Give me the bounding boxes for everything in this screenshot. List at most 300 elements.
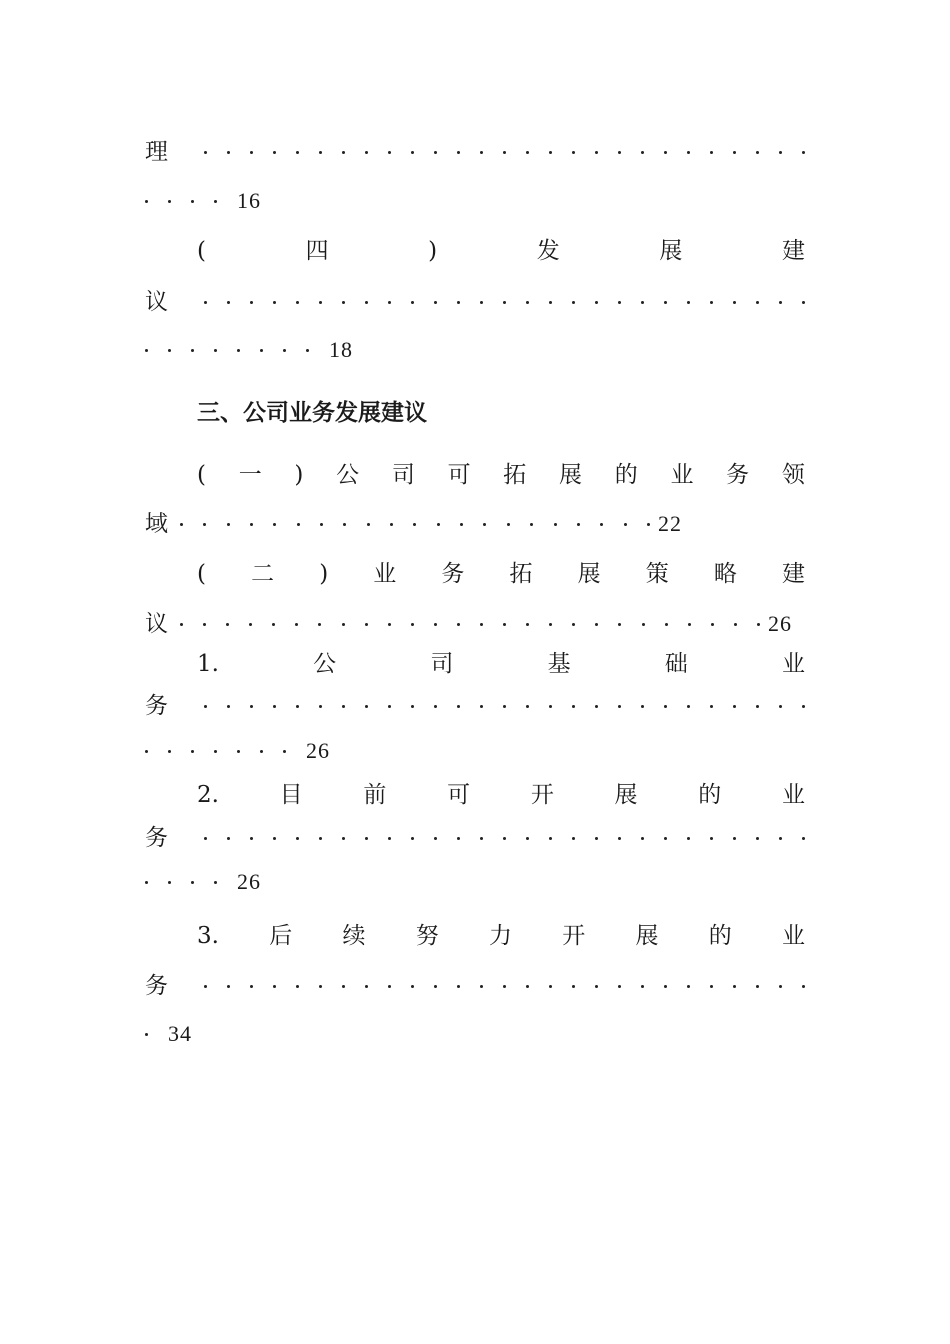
toc-char: 务 bbox=[145, 973, 168, 999]
leader-dot bbox=[250, 985, 253, 988]
leader-dot bbox=[664, 837, 667, 840]
leader-dot bbox=[641, 985, 644, 988]
toc-char: 议 bbox=[145, 611, 168, 637]
leader-dot bbox=[365, 837, 368, 840]
leader-dot bbox=[549, 985, 552, 988]
dot-leader bbox=[145, 1033, 168, 1036]
leader-dot bbox=[572, 705, 575, 708]
leader-dot bbox=[802, 705, 805, 708]
leader-dot bbox=[641, 837, 644, 840]
toc-char: 可 bbox=[447, 782, 471, 808]
toc-char: ( bbox=[197, 561, 206, 587]
leader-dot bbox=[250, 301, 253, 304]
leader-dot bbox=[237, 750, 240, 753]
leader-dot bbox=[600, 523, 603, 526]
toc-char: 展 bbox=[614, 782, 638, 808]
toc-char: 的 bbox=[708, 923, 732, 949]
leader-dot bbox=[647, 523, 650, 526]
leader-dot bbox=[296, 705, 299, 708]
leader-dot bbox=[687, 301, 690, 304]
dot-leader bbox=[145, 750, 306, 753]
toc-char: 二 bbox=[251, 561, 275, 587]
leader-dot bbox=[319, 151, 322, 154]
page-number: 26 bbox=[306, 738, 330, 763]
leader-dot bbox=[526, 705, 529, 708]
leader-dot bbox=[503, 705, 506, 708]
leader-dot bbox=[503, 985, 506, 988]
leader-dot bbox=[618, 837, 621, 840]
leader-dot bbox=[204, 301, 207, 304]
leader-dot bbox=[191, 881, 194, 884]
toc-entry-3-1 bbox=[197, 459, 805, 491]
toc-char: 策 bbox=[645, 561, 669, 587]
leader-dot bbox=[411, 705, 414, 708]
toc-char: 公 bbox=[336, 462, 360, 488]
leader-dot bbox=[191, 750, 194, 753]
leader-dot bbox=[624, 523, 627, 526]
leader-dot bbox=[204, 985, 207, 988]
leader-dot bbox=[204, 837, 207, 840]
leader-dot bbox=[641, 151, 644, 154]
leader-dot bbox=[802, 151, 805, 154]
toc-char: 务 bbox=[441, 561, 465, 587]
toc-char: 础 bbox=[664, 651, 688, 677]
leader-dot bbox=[319, 837, 322, 840]
leader-dot bbox=[168, 750, 171, 753]
leader-dot bbox=[319, 705, 322, 708]
leader-dot bbox=[457, 151, 460, 154]
toc-char: 3. bbox=[197, 923, 219, 949]
toc-char: 司 bbox=[430, 651, 454, 677]
toc-char: 努 bbox=[415, 923, 439, 949]
toc-char: 司 bbox=[391, 462, 415, 488]
leader-dot bbox=[297, 523, 300, 526]
leader-dot bbox=[250, 151, 253, 154]
leader-dot bbox=[595, 985, 598, 988]
leader-dot bbox=[273, 301, 276, 304]
toc-char: ( bbox=[197, 238, 206, 264]
leader-dot bbox=[802, 985, 805, 988]
leader-dot bbox=[687, 837, 690, 840]
leader-dot bbox=[365, 151, 368, 154]
leader-dot bbox=[779, 705, 782, 708]
leader-dot bbox=[388, 151, 391, 154]
toc-line-page34 bbox=[145, 1018, 805, 1050]
leader-dot bbox=[757, 623, 760, 626]
leader-dot bbox=[779, 837, 782, 840]
leader-dot bbox=[227, 705, 230, 708]
leader-dot bbox=[664, 985, 667, 988]
leader-dot bbox=[273, 837, 276, 840]
leader-dot bbox=[204, 705, 207, 708]
toc-char: 可 bbox=[447, 462, 471, 488]
leader-dot bbox=[434, 151, 437, 154]
leader-dot bbox=[549, 837, 552, 840]
toc-char: 开 bbox=[530, 782, 554, 808]
toc-line-yi bbox=[145, 286, 805, 318]
toc-char: 续 bbox=[342, 923, 366, 949]
leader-dot bbox=[411, 623, 414, 626]
toc-char: 务 bbox=[145, 825, 168, 851]
leader-dot bbox=[480, 151, 483, 154]
toc-char: ) bbox=[428, 238, 438, 264]
leader-dot bbox=[503, 837, 506, 840]
leader-dot bbox=[802, 837, 805, 840]
toc-char: 一 bbox=[238, 462, 262, 488]
toc-char: 业 bbox=[373, 561, 397, 587]
leader-dot bbox=[664, 151, 667, 154]
leader-dot bbox=[191, 349, 194, 352]
leader-dot bbox=[483, 523, 486, 526]
leader-dot bbox=[388, 985, 391, 988]
leader-dot bbox=[526, 151, 529, 154]
leader-dot bbox=[388, 705, 391, 708]
leader-dot bbox=[342, 985, 345, 988]
toc-char: 建 bbox=[781, 561, 805, 587]
toc-entry-sub1 bbox=[197, 648, 805, 680]
page-number: 18 bbox=[329, 337, 353, 362]
leader-dot bbox=[549, 151, 552, 154]
leader-dot bbox=[572, 623, 575, 626]
leader-dot bbox=[342, 301, 345, 304]
toc-char: ) bbox=[319, 561, 329, 587]
toc-line-page18 bbox=[145, 334, 805, 366]
leader-dot bbox=[733, 301, 736, 304]
leader-dot bbox=[480, 705, 483, 708]
leader-dot bbox=[365, 301, 368, 304]
leader-dot bbox=[203, 623, 206, 626]
leader-dot bbox=[733, 151, 736, 154]
leader-dot bbox=[756, 301, 759, 304]
leader-dot bbox=[273, 151, 276, 154]
leader-dot bbox=[480, 985, 483, 988]
leader-dot bbox=[260, 349, 263, 352]
leader-dot bbox=[434, 623, 437, 626]
leader-dot bbox=[168, 200, 171, 203]
leader-dot bbox=[227, 985, 230, 988]
leader-dot bbox=[507, 523, 510, 526]
leader-dot bbox=[342, 705, 345, 708]
toc-line-page26a bbox=[145, 735, 805, 767]
dot-leader bbox=[180, 523, 650, 526]
toc-char: 略 bbox=[713, 561, 737, 587]
leader-dot bbox=[665, 623, 668, 626]
leader-dot bbox=[457, 705, 460, 708]
toc-entry-4 bbox=[197, 235, 805, 267]
leader-dot bbox=[319, 301, 322, 304]
toc-char: ) bbox=[294, 462, 304, 488]
toc-char: 的 bbox=[614, 462, 638, 488]
toc-char: 的 bbox=[698, 782, 722, 808]
leader-dot bbox=[526, 623, 529, 626]
toc-char: 业 bbox=[781, 782, 805, 808]
leader-dot bbox=[480, 837, 483, 840]
leader-dot bbox=[296, 837, 299, 840]
leader-dot bbox=[779, 301, 782, 304]
leader-dot bbox=[595, 301, 598, 304]
leader-dot bbox=[710, 985, 713, 988]
leader-dot bbox=[365, 705, 368, 708]
leader-dot bbox=[733, 705, 736, 708]
toc-entry-sub2 bbox=[197, 779, 805, 811]
leader-dot bbox=[688, 623, 691, 626]
leader-dot bbox=[457, 623, 460, 626]
leader-dot bbox=[388, 301, 391, 304]
toc-char: 拓 bbox=[503, 462, 527, 488]
leader-dot bbox=[618, 623, 621, 626]
leader-dot bbox=[296, 301, 299, 304]
leader-dot bbox=[710, 705, 713, 708]
leader-dot bbox=[554, 523, 557, 526]
leader-dot bbox=[295, 623, 298, 626]
leader-dot bbox=[272, 623, 275, 626]
toc-line-yi2 bbox=[145, 608, 805, 640]
leader-dot bbox=[595, 151, 598, 154]
leader-dot bbox=[365, 985, 368, 988]
toc-char: 目 bbox=[279, 782, 303, 808]
leader-dot bbox=[318, 623, 321, 626]
leader-dot bbox=[434, 301, 437, 304]
toc-char: 理 bbox=[145, 139, 168, 165]
leader-dot bbox=[180, 623, 183, 626]
leader-dot bbox=[342, 837, 345, 840]
leader-dot bbox=[460, 523, 463, 526]
leader-dot bbox=[145, 750, 148, 753]
page-number: 22 bbox=[658, 511, 682, 536]
leader-dot bbox=[145, 1033, 148, 1036]
toc-char: 业 bbox=[781, 923, 805, 949]
leader-dot bbox=[756, 705, 759, 708]
leader-dot bbox=[273, 523, 276, 526]
leader-dot bbox=[411, 985, 414, 988]
leader-dot bbox=[710, 301, 713, 304]
leader-dot bbox=[595, 623, 598, 626]
leader-dot bbox=[250, 523, 253, 526]
leader-dot bbox=[306, 349, 309, 352]
leader-dot bbox=[572, 151, 575, 154]
leader-dot bbox=[273, 985, 276, 988]
leader-dot bbox=[549, 705, 552, 708]
leader-dot bbox=[296, 151, 299, 154]
toc-char: 公 bbox=[313, 651, 337, 677]
leader-dot bbox=[411, 301, 414, 304]
leader-dot bbox=[733, 837, 736, 840]
leader-dot bbox=[756, 985, 759, 988]
toc-line-page26b bbox=[145, 866, 805, 898]
leader-dot bbox=[641, 301, 644, 304]
dot-leader bbox=[204, 705, 805, 708]
leader-dot bbox=[214, 750, 217, 753]
leader-dot bbox=[413, 523, 416, 526]
leader-dot bbox=[214, 881, 217, 884]
toc-entry-sub3 bbox=[197, 920, 805, 952]
leader-dot bbox=[618, 705, 621, 708]
leader-dot bbox=[756, 151, 759, 154]
leader-dot bbox=[342, 151, 345, 154]
leader-dot bbox=[779, 985, 782, 988]
leader-dot bbox=[480, 623, 483, 626]
toc-line-li bbox=[145, 136, 805, 168]
toc-char: 展 bbox=[577, 561, 601, 587]
leader-dot bbox=[503, 623, 506, 626]
leader-dot bbox=[367, 523, 370, 526]
toc-line-yu bbox=[145, 508, 805, 540]
leader-dot bbox=[437, 523, 440, 526]
toc-char: ( bbox=[197, 462, 206, 488]
leader-dot bbox=[687, 705, 690, 708]
leader-dot bbox=[250, 837, 253, 840]
leader-dot bbox=[618, 301, 621, 304]
leader-dot bbox=[779, 151, 782, 154]
leader-dot bbox=[145, 349, 148, 352]
leader-dot bbox=[411, 151, 414, 154]
leader-dot bbox=[526, 837, 529, 840]
leader-dot bbox=[227, 837, 230, 840]
leader-dot bbox=[710, 837, 713, 840]
toc-line-page16 bbox=[145, 185, 805, 217]
dot-leader bbox=[204, 151, 805, 154]
leader-dot bbox=[572, 837, 575, 840]
leader-dot bbox=[273, 705, 276, 708]
toc-char: 展 bbox=[559, 462, 582, 488]
leader-dot bbox=[711, 623, 714, 626]
leader-dot bbox=[411, 837, 414, 840]
toc-line-wu1 bbox=[145, 690, 805, 722]
toc-char: 域 bbox=[145, 511, 168, 537]
toc-char: 拓 bbox=[509, 561, 533, 587]
leader-dot bbox=[710, 151, 713, 154]
toc-char: 前 bbox=[363, 782, 387, 808]
leader-dot bbox=[434, 837, 437, 840]
leader-dot bbox=[168, 349, 171, 352]
toc-char: 建 bbox=[781, 238, 805, 264]
toc-char: 议 bbox=[145, 289, 168, 315]
leader-dot bbox=[641, 705, 644, 708]
leader-dot bbox=[549, 623, 552, 626]
leader-dot bbox=[434, 705, 437, 708]
page-number: 26 bbox=[237, 869, 261, 894]
toc-char: 务 bbox=[726, 462, 750, 488]
toc-char: 基 bbox=[547, 651, 571, 677]
leader-dot bbox=[249, 623, 252, 626]
page-number: 16 bbox=[237, 188, 261, 213]
toc-char: 领 bbox=[781, 462, 805, 488]
leader-dot bbox=[214, 349, 217, 352]
toc-line-wu2 bbox=[145, 822, 805, 854]
leader-dot bbox=[390, 523, 393, 526]
leader-dot bbox=[283, 349, 286, 352]
leader-dot bbox=[549, 301, 552, 304]
leader-dot bbox=[687, 985, 690, 988]
leader-dot bbox=[618, 151, 621, 154]
leader-dot bbox=[227, 151, 230, 154]
dot-leader bbox=[204, 837, 805, 840]
leader-dot bbox=[203, 523, 206, 526]
leader-dot bbox=[572, 985, 575, 988]
page-number: 34 bbox=[168, 1021, 192, 1046]
dot-leader bbox=[204, 301, 805, 304]
leader-dot bbox=[457, 837, 460, 840]
page-number: 26 bbox=[768, 611, 792, 636]
leader-dot bbox=[283, 750, 286, 753]
leader-dot bbox=[642, 623, 645, 626]
leader-dot bbox=[664, 705, 667, 708]
toc-line-wu3 bbox=[145, 970, 805, 1002]
leader-dot bbox=[365, 623, 368, 626]
leader-dot bbox=[595, 705, 598, 708]
leader-dot bbox=[168, 881, 171, 884]
leader-dot bbox=[191, 200, 194, 203]
toc-char: 后 bbox=[269, 923, 293, 949]
leader-dot bbox=[388, 623, 391, 626]
leader-dot bbox=[204, 151, 207, 154]
leader-dot bbox=[733, 985, 736, 988]
leader-dot bbox=[145, 200, 148, 203]
leader-dot bbox=[756, 837, 759, 840]
leader-dot bbox=[343, 523, 346, 526]
dot-leader bbox=[145, 200, 237, 203]
leader-dot bbox=[664, 301, 667, 304]
leader-dot bbox=[260, 750, 263, 753]
leader-dot bbox=[530, 523, 533, 526]
dot-leader bbox=[204, 985, 805, 988]
leader-dot bbox=[572, 301, 575, 304]
toc-char: 开 bbox=[562, 923, 586, 949]
toc-entry-3-2 bbox=[197, 558, 805, 590]
leader-dot bbox=[687, 151, 690, 154]
leader-dot bbox=[503, 301, 506, 304]
leader-dot bbox=[250, 705, 253, 708]
leader-dot bbox=[595, 837, 598, 840]
leader-dot bbox=[388, 837, 391, 840]
leader-dot bbox=[434, 985, 437, 988]
toc-char: 发 bbox=[536, 238, 560, 264]
leader-dot bbox=[227, 301, 230, 304]
section-heading: 三、公司业务发展建议 bbox=[197, 400, 427, 426]
leader-dot bbox=[503, 151, 506, 154]
toc-char: 展 bbox=[659, 238, 683, 264]
leader-dot bbox=[226, 623, 229, 626]
dot-leader bbox=[180, 623, 760, 626]
leader-dot bbox=[802, 301, 805, 304]
toc-char: 2. bbox=[197, 782, 219, 808]
dot-leader bbox=[145, 349, 329, 352]
leader-dot bbox=[296, 985, 299, 988]
leader-dot bbox=[214, 200, 217, 203]
leader-dot bbox=[457, 301, 460, 304]
leader-dot bbox=[457, 985, 460, 988]
toc-char: 务 bbox=[145, 693, 168, 719]
leader-dot bbox=[237, 349, 240, 352]
leader-dot bbox=[145, 881, 148, 884]
leader-dot bbox=[319, 985, 322, 988]
leader-dot bbox=[342, 623, 345, 626]
leader-dot bbox=[180, 523, 183, 526]
leader-dot bbox=[480, 301, 483, 304]
leader-dot bbox=[618, 985, 621, 988]
dot-leader bbox=[145, 881, 237, 884]
leader-dot bbox=[526, 985, 529, 988]
toc-char: 1. bbox=[197, 651, 219, 677]
toc-char: 力 bbox=[488, 923, 512, 949]
leader-dot bbox=[227, 523, 230, 526]
leader-dot bbox=[320, 523, 323, 526]
toc-char: 四 bbox=[305, 238, 329, 264]
leader-dot bbox=[734, 623, 737, 626]
toc-char: 业 bbox=[781, 651, 805, 677]
leader-dot bbox=[526, 301, 529, 304]
toc-char: 展 bbox=[635, 923, 659, 949]
